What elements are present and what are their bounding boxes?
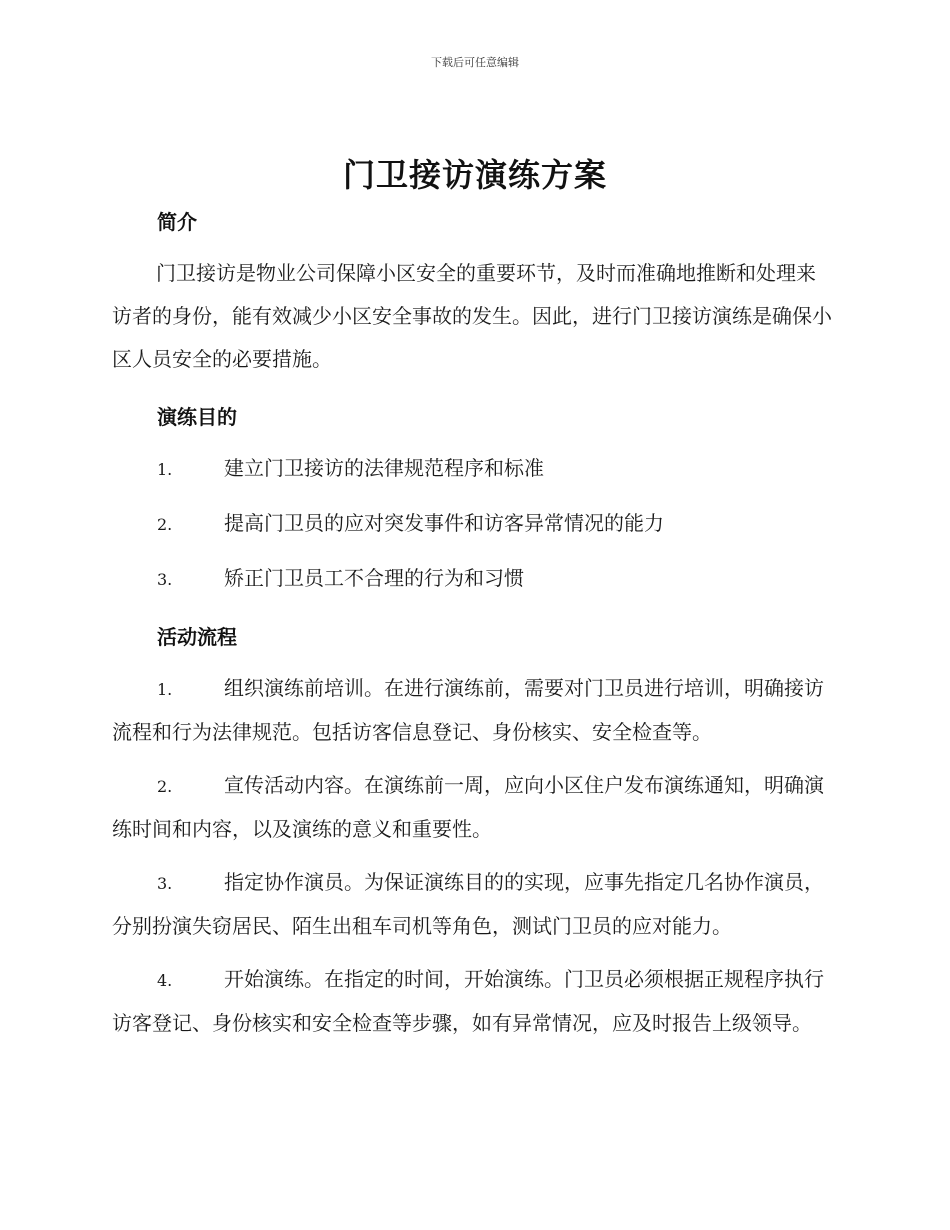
item-number: 3. [157, 874, 173, 893]
item-text: 提高门卫员的应对突发事件和访客异常情况的能力 [224, 511, 664, 535]
item-number: 3. [157, 570, 173, 589]
process-item [112, 764, 832, 851]
intro-paragraph-text: 门卫接访是物业公司保障小区安全的重要环节，及时而准确地推断和处理来访者的身份，能有效减少小区安全事故的发生。因此，进行门卫接访演练是确保小区人员安全的必要措施。 [112, 261, 832, 371]
item-number: 4. [157, 971, 173, 990]
item-text: 建立门卫接访的法律规范程序和标准 [224, 456, 544, 480]
item-number: 1. [157, 460, 173, 479]
section-heading-intro: 简介 [157, 210, 197, 234]
item-text: 矫正门卫员工不合理的行为和习惯 [224, 566, 524, 590]
process-item [112, 958, 832, 1045]
process-item [112, 861, 832, 948]
process-item [112, 667, 832, 754]
item-text: 指定协作演员。为保证演练目的的实现，应事先指定几名协作演员，分别扮演失窃居民、陌生出租车司机等角色，测试门卫员的应对能力。 [112, 870, 824, 938]
item-number: 2. [157, 777, 173, 796]
section-heading-process: 活动流程 [157, 625, 237, 649]
item-text: 开始演练。在指定的时间，开始演练。门卫员必须根据正规程序执行访客登记、身份核实和安全检查等步骤，如有异常情况，应及时报告上级领导。 [112, 967, 824, 1035]
intro-paragraph [112, 252, 832, 381]
section-heading-objectives: 演练目的 [157, 405, 237, 429]
document-title: 门卫接访演练方案 [342, 156, 607, 194]
objective-item [112, 447, 832, 491]
item-text: 组织演练前培训。在进行演练前，需要对门卫员进行培训，明确接访流程和行为法律规范。包括访客信息登记、身份核实、安全检查等。 [112, 676, 824, 744]
header-note: 下载后可任意编辑 [431, 56, 519, 69]
objective-item [112, 502, 832, 546]
item-text: 宣传活动内容。在演练前一周，应向小区住户发布演练通知，明确演练时间和内容，以及演练的意义和重要性。 [112, 773, 824, 841]
objective-item [112, 557, 832, 601]
item-number: 1. [157, 680, 173, 699]
item-number: 2. [157, 515, 173, 534]
